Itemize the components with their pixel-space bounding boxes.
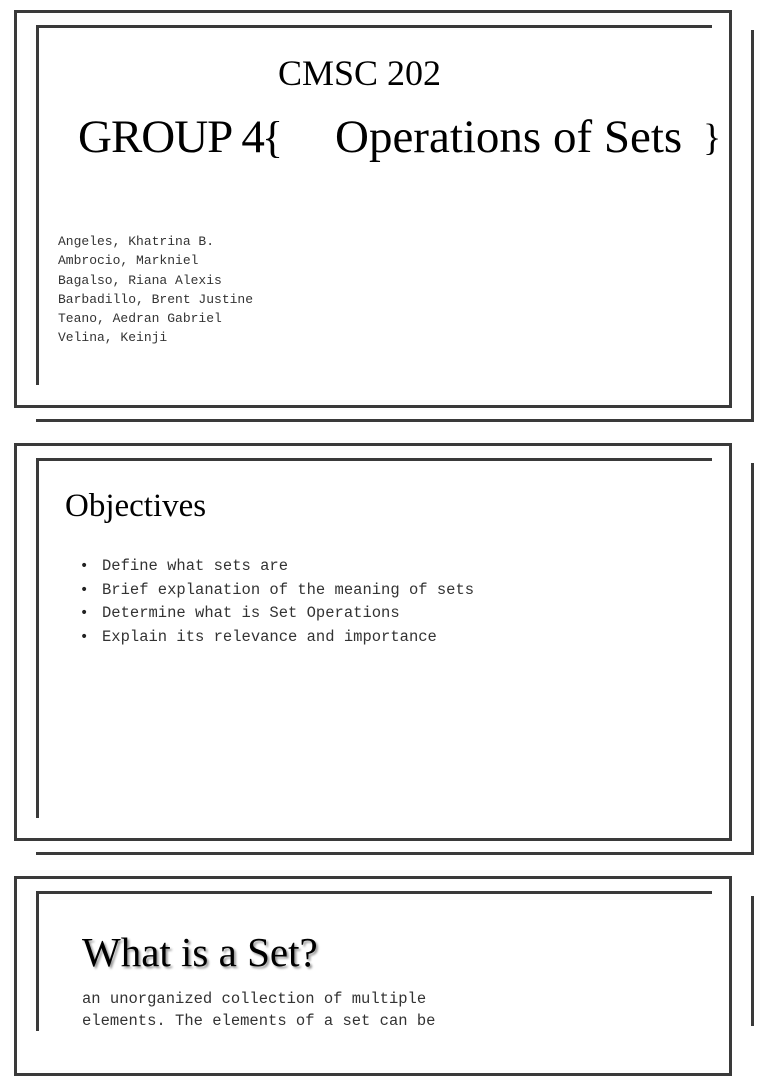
course-code: CMSC 202 bbox=[278, 53, 442, 93]
slide-frame bbox=[14, 876, 732, 1076]
bullet-icon: • bbox=[80, 605, 89, 621]
objective-text: Brief explanation of the meaning of sets bbox=[102, 580, 475, 599]
member-name: Angeles, Khatrina B. bbox=[58, 234, 215, 249]
frame-shadow-right bbox=[751, 896, 754, 1026]
objective-text: Determine what is Set Operations bbox=[102, 604, 400, 622]
objective-text: Define what sets are bbox=[102, 557, 289, 575]
frame-inner-left-line bbox=[36, 891, 39, 1031]
member-name: Ambrocio, Markniel bbox=[58, 253, 199, 269]
member-name: Velina, Keinji bbox=[58, 330, 168, 346]
topic-open-brace: { bbox=[262, 113, 284, 162]
slide-heading: Objectives bbox=[65, 488, 207, 524]
slide-body-line: an unorganized collection of multiple bbox=[82, 990, 427, 1008]
group-label: GROUP 4 bbox=[78, 111, 264, 163]
member-name: Teano, Aedran Gabriel bbox=[58, 311, 222, 327]
bullet-icon: • bbox=[80, 581, 89, 598]
frame-inner-top-line bbox=[36, 891, 712, 894]
bullet-icon: • bbox=[80, 628, 89, 645]
bullet-icon: • bbox=[80, 558, 89, 574]
objective-text: Explain its relevance and importance bbox=[102, 627, 437, 646]
member-name: Bagalso, Riana Alexis bbox=[58, 272, 222, 288]
topic-title: Operations of Sets bbox=[335, 111, 683, 163]
member-name: Barbadillo, Brent Justine bbox=[58, 291, 254, 307]
slide-body-line: elements. The elements of a set can be bbox=[82, 1012, 436, 1030]
topic-close-brace: } bbox=[703, 117, 722, 159]
slide-heading: What is a Set? bbox=[82, 929, 318, 975]
